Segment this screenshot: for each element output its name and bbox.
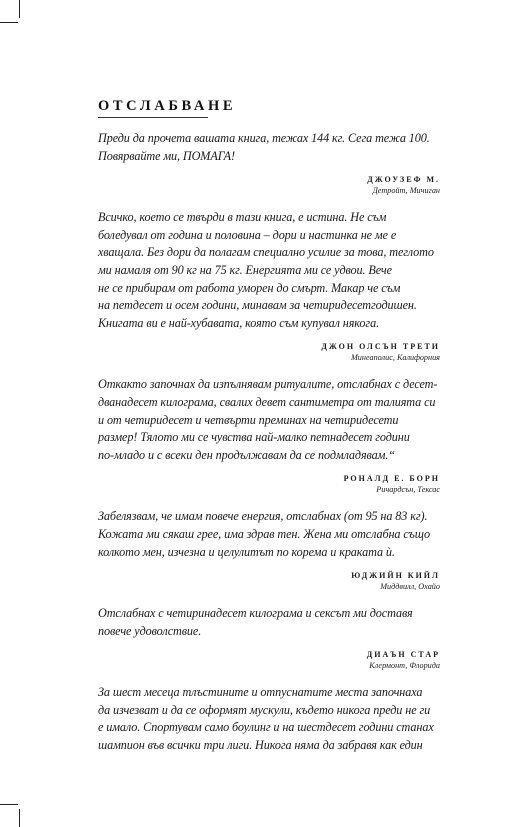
- testimonial-author: ЮДЖИЙН КИЙЛ: [351, 571, 440, 581]
- testimonials-list: [98, 130, 440, 755]
- title-underline: [98, 117, 208, 118]
- testimonial-author: ДЖОН ОЛСЪН ТРЕТИ: [321, 342, 440, 352]
- testimonial-place: Миддвилл, Охайо: [380, 582, 440, 592]
- testimonial: [98, 130, 440, 197]
- chapter-title: ОТСЛАБВАНЕ: [98, 98, 237, 114]
- testimonial: [98, 209, 440, 364]
- crop-mark-bottom-left: [0, 804, 18, 805]
- testimonial-author: РОНАЛД Е. БОРН: [343, 474, 440, 484]
- testimonial-text: Откакто започнах да изпълнявам ритуалите, отслабнах с десет- дванадесет килограма, свалих девет сантиметра от талията си и от четиридесет и четвърти преминах на четиридесети размер! Тялото ми се чувства най-малко петнадесет години по-младо и с всеки ден продължавам да се подмладявам.“: [98, 377, 438, 462]
- crop-mark-top: [19, 0, 20, 18]
- testimonial-place: Клермонт, Флорида: [369, 661, 440, 671]
- testimonial-text: За шест месеца тлъстините и отпуснатите места започнаха да изчезват и да се оформят мускули, където никога преди не ги е имало. Спортувам само боулинг и на шестдесет години станах шампион във всички три лиги. Никога няма да забравя как един: [98, 685, 434, 753]
- testimonial-text: Отслабнах с четиринадесет килограма и сексът ми доставя повече удоволствие.: [98, 606, 413, 638]
- testimonial: [98, 508, 440, 593]
- testimonial: [98, 605, 440, 672]
- testimonial: [98, 684, 440, 754]
- testimonial-author: ДЖОУЗЕФ М.: [367, 175, 440, 185]
- testimonial-text: Преди да прочета вашата книга, тежах 144 кг. Сега тежа 100. Повярвайте ми, ПОМАГА!: [98, 131, 430, 163]
- testimonial-place: Детройт, Мичиган: [372, 186, 440, 196]
- testimonial-place: Минеаполис, Калифорния: [350, 353, 440, 363]
- crop-mark-bottom: [19, 809, 20, 827]
- testimonial-place: Ричардсън, Тексас: [376, 485, 440, 495]
- testimonial-text: Всичко, което се твърди в тази книга, е истина. Не съм боледувал от година и половина – дори и настинка не ме е хващала. Без дори да полагам специално усилие за това, теглото ми намаля от 90 кг на 75 кг. Енергията ми се удвои. Вече не се прибирам от работа уморен до смърт. Макар че съм на петдесет и осем години, минавам за четиридесетгодишен. Книгата ви е най-хубавата, която съм купувал някога.: [98, 210, 434, 330]
- testimonial-author: ДИАЪН СТАР: [366, 650, 440, 660]
- crop-mark-top-left: [0, 22, 18, 23]
- testimonial: [98, 376, 440, 496]
- testimonial-text: Забелязвам, че имам повече енергия, отслабнах (от 95 на 83 кг). Кожата ми сякаш грее, има здрав тен. Жена ми отслабна също колкото мен, изчезна и целулитът по корема и краката ù.: [98, 509, 430, 559]
